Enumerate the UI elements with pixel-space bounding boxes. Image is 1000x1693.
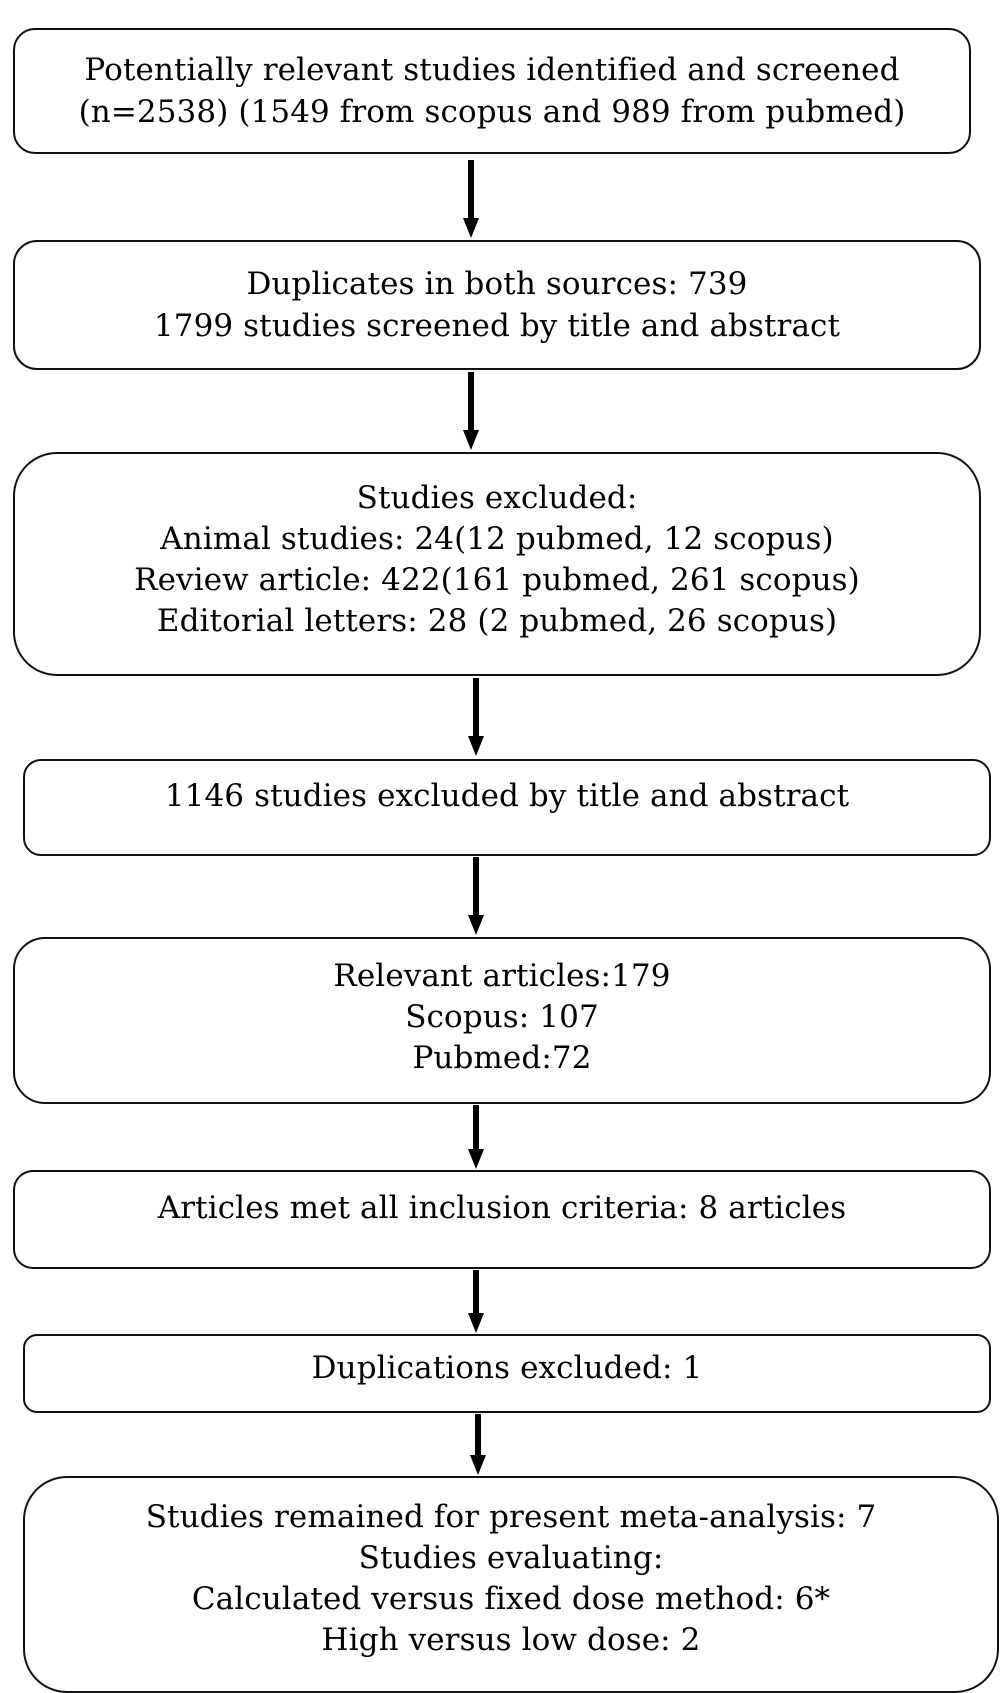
excluded-animal-studies: Animal studies: 24(12 pubmed, 12 scopus) xyxy=(160,521,834,557)
duplications-excluded-box xyxy=(23,1334,991,1413)
identified-line-1: Potentially relevant studies identified and screened xyxy=(84,52,900,88)
relevant-pubmed: Pubmed:72 xyxy=(412,1040,592,1076)
down-arrow-2 xyxy=(459,372,483,452)
excluded-editorial-letters: Editorial letters: 28 (2 pubmed, 26 scopus) xyxy=(156,603,838,639)
identified-studies-box xyxy=(13,28,971,154)
down-arrow-7 xyxy=(466,1414,490,1476)
identified-line-2: (n=2538) (1549 from scopus and 989 from pubmed) xyxy=(78,94,906,130)
duplications-excluded-line: Duplications excluded: 1 xyxy=(311,1350,703,1386)
inclusion-criteria-line: Articles met all inclusion criteria: 8 articles xyxy=(157,1190,847,1226)
studies-excluded-box xyxy=(13,452,981,676)
title-abstract-excluded-line: 1146 studies excluded by title and abstract xyxy=(164,778,850,814)
excluded-heading: Studies excluded: xyxy=(356,480,638,516)
duplicates-line-1: Duplicates in both sources: 739 xyxy=(246,266,748,302)
remained-calculated-vs-fixed: Calculated versus fixed dose method: 6* xyxy=(191,1581,831,1617)
remained-evaluating-heading: Studies evaluating: xyxy=(358,1540,664,1576)
excluded-review-articles: Review article: 422(161 pubmed, 261 scopus) xyxy=(134,562,860,598)
down-arrow-3 xyxy=(464,678,488,758)
relevant-total: Relevant articles:179 xyxy=(333,958,671,994)
remained-total: Studies remained for present meta-analysis: 7 xyxy=(145,1499,877,1535)
relevant-scopus: Scopus: 107 xyxy=(405,999,599,1035)
title-abstract-excluded-box xyxy=(23,759,991,856)
inclusion-criteria-box xyxy=(13,1170,991,1269)
remained-high-vs-low: High versus low dose: 2 xyxy=(321,1622,701,1658)
duplicates-line-2: 1799 studies screened by title and abstract xyxy=(153,308,841,344)
duplicates-box xyxy=(13,240,981,370)
down-arrow-4 xyxy=(464,857,488,937)
down-arrow-5 xyxy=(464,1105,488,1170)
relevant-articles-box xyxy=(13,937,991,1104)
down-arrow-6 xyxy=(464,1270,488,1334)
down-arrow-1 xyxy=(459,160,483,240)
studies-remained-box xyxy=(23,1476,999,1693)
